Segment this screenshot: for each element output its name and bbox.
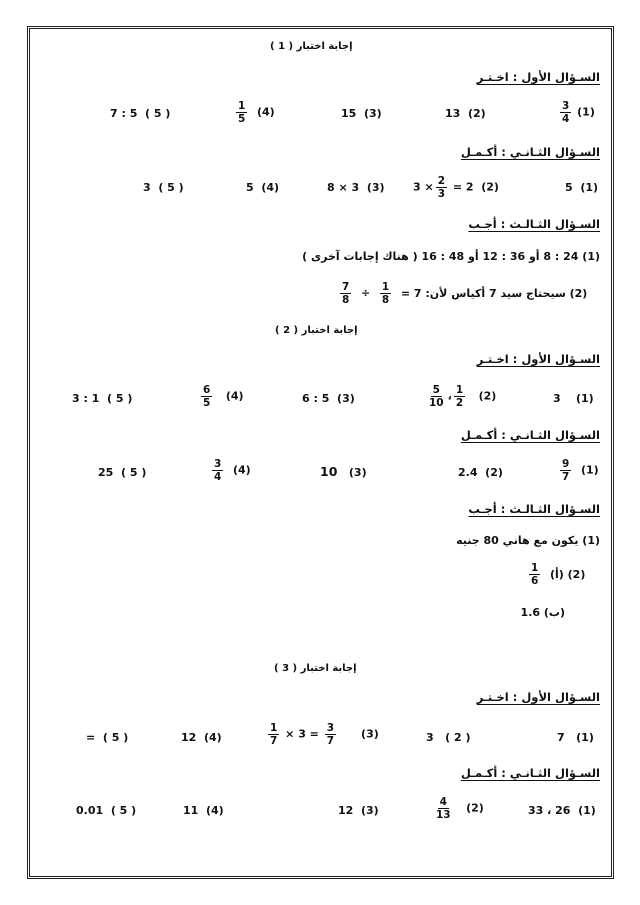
t2-q1-item3: 6 : 5 (3) — [302, 392, 355, 405]
t1-q3-answer2: $\frac{7}{8}$ ÷ $\frac{1}{8}$ (2) سيحتاج سيد 7 أكياس لأن: 7 = — [342, 281, 588, 306]
t1-q1-item3: 15 (3) — [341, 107, 382, 120]
t3-q2-item4: 11 (4) — [183, 804, 224, 817]
test2-title: إجابة اختبار ( 2 ) — [275, 325, 358, 336]
t1-q2-item1: 5 (1) — [565, 181, 599, 194]
t1-q1-item4: $\frac{1}{5}$ (4) — [238, 100, 275, 125]
t1-q2-item3: 8 × 3 (3) — [327, 181, 385, 194]
t2-q3-answer1: (1) يكون مع هاني 80 جنيه — [456, 534, 600, 547]
t3-q2-item3: 12 (3) — [338, 804, 379, 817]
t1-q2-item5: 3 ( 5 ) — [143, 181, 184, 194]
t3-q1-item4: 12 (4) — [181, 731, 222, 744]
t2-q2-item2: 2.4 (2) — [458, 466, 503, 479]
t3-q1-item1: 7 (1) — [557, 731, 594, 744]
t3-q1-item3: $\frac{1}{7}$ × 3 = $\frac{3}{7}$ (3) — [270, 722, 379, 747]
t3-q1-item2: 3 ( 2 ) — [426, 731, 471, 744]
t2-q3-answer2b: (ب) 1.6 — [520, 606, 565, 619]
test1-q2-heading: السـؤال الثـانـي : أكـمـل — [460, 145, 600, 159]
test3-q1-heading: السـؤال الأول : اخـتـر — [476, 690, 600, 704]
t1-q1-item1: $\frac{3}{4}$ (1) — [562, 100, 595, 125]
test3-title: إجابة اختبار ( 3 ) — [274, 663, 357, 674]
test2-q1-heading: السـؤال الأول : اخـتـر — [476, 352, 600, 366]
t1-q3-answer1: (1) 24 : 8 أو 36 : 12 أو 48 : 16 ( هناك إجابات آخرى ) — [302, 250, 600, 263]
test2-q2-heading: السـؤال الثـانـي : أكـمـل — [460, 428, 600, 442]
t2-q1-item1: 3 (1) — [553, 392, 594, 405]
t2-q1-item4: $\frac{6}{5}$ (4) — [203, 384, 244, 409]
test2-q3-heading: السـؤال الثـالـث : أجـب — [468, 502, 600, 516]
t2-q3-answer2a: $\frac{1}{6}$ (2) (أ) — [531, 562, 586, 587]
t2-q2-item5: 25 ( 5 ) — [98, 466, 147, 479]
test1-q3-heading: السـؤال الثـالـث : أجـب — [468, 217, 600, 231]
t1-q2-item2: 3 × $\frac{2}{3}$ = 2 (2) — [413, 175, 499, 200]
t1-q1-item5: 7 : 5 ( 5 ) — [110, 107, 171, 120]
t1-q2-item4: 5 (4) — [246, 181, 280, 194]
t3-q2-item5: 0.01 ( 5 ) — [76, 804, 137, 817]
t3-q2-item1: 33 ، 26 (1) — [528, 804, 596, 817]
t3-q1-item5: = ( 5 ) — [86, 731, 129, 744]
t2-q2-item3: 10 (3) — [320, 464, 367, 479]
t2-q1-item5: 3 : 1 ( 5 ) — [72, 392, 133, 405]
t3-q2-item2: $\frac{4}{13}$ (2) — [436, 796, 484, 821]
t2-q1-item2: $\frac{5}{10}$ ، $\frac{1}{2}$ (2) — [429, 384, 497, 409]
test1-q1-heading: السـؤال الأول : اخـتـر — [476, 70, 600, 84]
t1-q1-item2: 13 (2) — [445, 107, 486, 120]
t2-q2-item1: $\frac{9}{7}$ (1) — [562, 458, 599, 483]
t2-q2-item4: $\frac{3}{4}$ (4) — [214, 458, 251, 483]
test3-q2-heading: السـؤال الثـانـي : أكـمـل — [460, 766, 600, 780]
test1-title: إجابة اختبار ( 1 ) — [270, 41, 353, 52]
